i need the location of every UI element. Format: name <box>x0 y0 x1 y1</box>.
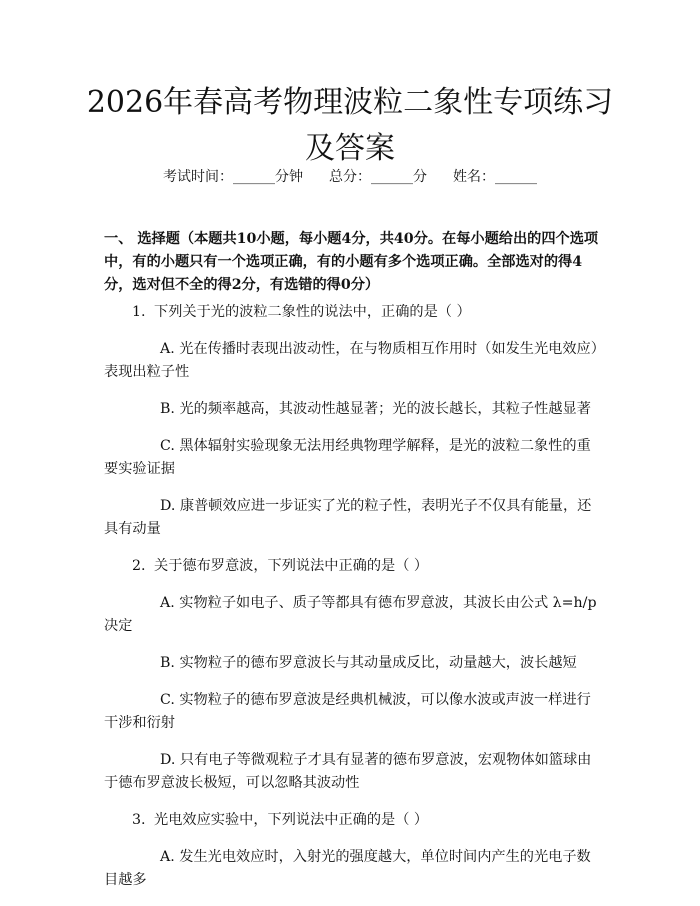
question-stem <box>104 809 600 832</box>
option-a: A. 实物粒子如电子、质子等都具有德布罗意波，其波长由公式 λ=h/p 决定 <box>104 595 597 634</box>
question-stem <box>104 301 600 324</box>
option-a: A. 发生光电效应时，入射光的强度越大，单位时间内产生的光电子数目越多 <box>104 849 591 888</box>
question-text: 下列关于光的波粒二象性的说法中，正确的是（ ） <box>154 304 471 320</box>
option-c: C. 实物粒子的德布罗意波是经典机械波，可以像水波或声波一样进行干涉和衍射 <box>104 692 591 731</box>
question-stem <box>104 555 600 578</box>
question-text: 光电效应实验中，下列说法中正确的是（ ） <box>154 812 429 828</box>
exam-time-field: 考试时间：______分钟 <box>163 169 303 185</box>
question-block <box>104 301 600 541</box>
option-b: B. 光的频率越高，其波动性越显著；光的波长越长，其粒子性越显著 <box>160 401 591 417</box>
student-name-field: 姓名：______ <box>453 169 537 185</box>
question-block <box>104 555 600 795</box>
question-number: 3. <box>132 812 146 828</box>
question-number: 2. <box>132 558 146 574</box>
question-number: 1. <box>132 304 146 320</box>
option-d: D. 康普顿效应进一步证实了光的粒子性，表明光子不仅具有能量，还具有动量 <box>104 498 592 537</box>
question-list <box>104 301 600 906</box>
option-a: A. 光在传播时表现出波动性，在与物质相互作用时（如发生光电效应）表现出粒子性 <box>104 341 598 380</box>
total-score-field: 总分：______分 <box>329 169 427 185</box>
option-c: C. 黑体辐射实验现象无法用经典物理学解释，是光的波粒二象性的重要实验证据 <box>104 438 591 477</box>
document-title: 2026年春高考物理波粒二象性专项练习及答案 <box>86 85 614 166</box>
question-block <box>104 809 600 892</box>
option-b: B. 实物粒子的德布罗意波长与其动量成反比，动量越大，波长越短 <box>160 655 577 671</box>
section-heading: 一、 选择题（本题共10小题，每小题4分，共40分。在每小题给出的四个选项中，有的小题只有一个选项正确，有的小题有多个选项正确。全部选对的得4分，选对但不全的得2分，有选错的得0分） <box>104 231 599 293</box>
exam-info-line <box>60 166 640 188</box>
question-text: 关于德布罗意波，下列说法中正确的是（ ） <box>154 558 429 574</box>
option-d: D. 只有电子等微观粒子才具有显著的德布罗意波，宏观物体如篮球由于德布罗意波长极短，可以忽略其波动性 <box>104 752 592 791</box>
